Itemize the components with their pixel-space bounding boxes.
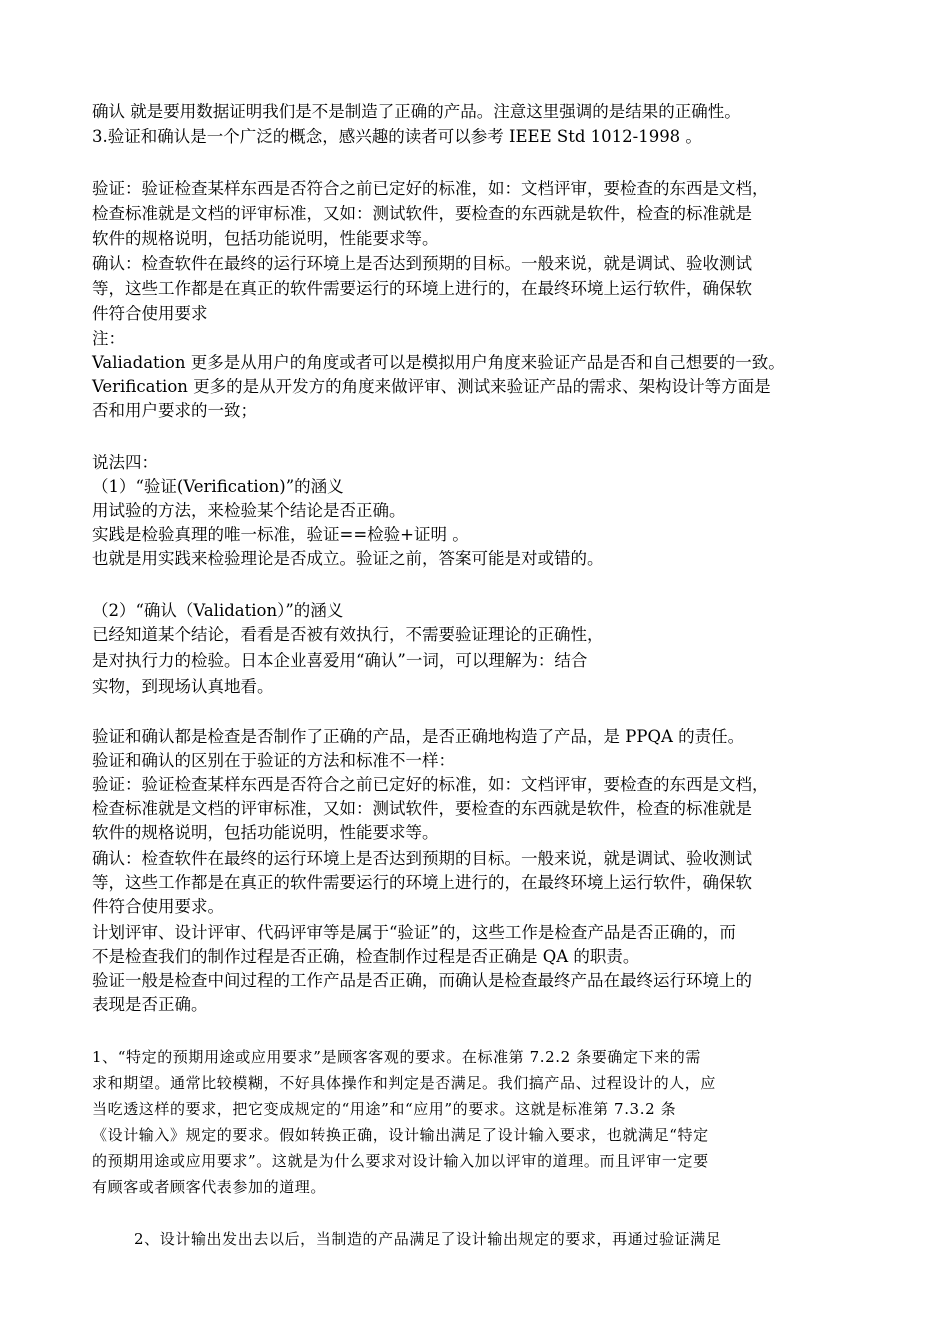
note-line-1: Valiadation 更多是从用户的角度或者可以是模拟用户角度来验证产品是否和自己想要的一致。 [92, 353, 785, 372]
summary-line-4: 检查标准就是文档的评审标准，又如：测试软件，要检查的东西就是软件，检查的标准就是 [92, 799, 752, 818]
subheading-verification: （1）“验证(Verification)”的涵义 [92, 477, 344, 496]
point-2-line-1: 2、设计输出发出去以后，当制造的产品满足了设计输出规定的要求，再通过验证满足 [134, 1230, 722, 1248]
text-line-2: 3.验证和确认是一个广泛的概念，感兴趣的读者可以参考 IEEE Std 1012-1998 。 [92, 127, 702, 146]
validation-definition-line-3: 件符合使用要求 [92, 304, 208, 323]
point-1-line-4: 《设计输入》规定的要求。假如转换正确，设计输出满足了设计输入要求，也就满足“特定 [92, 1126, 709, 1144]
summary-line-11: 验证一般是检查中间过程的工作产品是否正确，而确认是检查最终产品在最终运行环境上的 [92, 971, 752, 990]
summary-line-8: 件符合使用要求。 [92, 897, 224, 916]
verification-definition-line-1: 验证：验证检查某样东西是否符合之前已定好的标准，如：文档评审，要检查的东西是文档， [92, 179, 769, 198]
summary-line-6: 确认：检查软件在最终的运行环境上是否达到预期的目标。一般来说，就是调试、验收测试 [92, 849, 752, 868]
validation-meaning-line-1: 已经知道某个结论，看看是否被有效执行，不需要验证理论的正确性， [92, 625, 604, 644]
note-label: 注： [92, 329, 125, 348]
summary-line-2: 验证和确认的区别在于验证的方法和标准不一样： [92, 751, 455, 770]
validation-meaning-line-2: 是对执行力的检验。日本企业喜爱用“确认”一词，可以理解为：结合 [92, 651, 588, 670]
note-line-2: Verification 更多的是从开发方的角度来做评审、测试来验证产品的需求、架构设计等方面是 [92, 377, 771, 396]
verification-definition-line-2: 检查标准就是文档的评审标准，又如：测试软件，要检查的东西就是软件，检查的标准就是 [92, 204, 752, 223]
point-1-line-2: 求和期望。通常比较模糊，不好具体操作和判定是否满足。我们搞产品、过程设计的人，应 [92, 1074, 717, 1092]
point-1-line-1: 1、“特定的预期用途或应用要求”是顾客客观的要求。在标准第 7.2.2 条要确定下来的需 [92, 1048, 701, 1066]
summary-line-7: 等，这些工作都是在真正的软件需要运行的环境上进行的，在最终环境上运行软件，确保软 [92, 873, 752, 892]
summary-line-9: 计划评审、设计评审、代码评审等是属于“验证”的，这些工作是检查产品是否正确的，而 [92, 923, 736, 942]
subheading-validation: （2）“确认（Validation）”的涵义 [92, 601, 344, 620]
point-1-line-5: 的预期用途或应用要求”。这就是为什么要求对设计输入加以评审的道理。而且评审一定要 [92, 1152, 709, 1170]
summary-line-3: 验证：验证检查某样东西是否符合之前已定好的标准，如：文档评审，要检查的东西是文档， [92, 775, 769, 794]
verification-meaning-line-2: 实践是检验真理的唯一标准，验证==检验+证明 。 [92, 525, 469, 544]
note-line-3: 否和用户要求的一致； [92, 401, 257, 420]
summary-line-1: 验证和确认都是检查是否制作了正确的产品，是否正确地构造了产品，是 PPQA 的责任。 [92, 727, 745, 746]
point-1-line-6: 有顾客或者顾客代表参加的道理。 [92, 1178, 327, 1196]
validation-meaning-line-3: 实物，到现场认真地看。 [92, 677, 274, 696]
summary-line-10: 不是检查我们的制作过程是否正确，检查制作过程是否正确是 QA 的职责。 [92, 947, 640, 966]
validation-definition-line-2: 等，这些工作都是在真正的软件需要运行的环境上进行的，在最终环境上运行软件，确保软 [92, 279, 752, 298]
summary-line-5: 软件的规格说明，包括功能说明，性能要求等。 [92, 823, 439, 842]
verification-definition-line-3: 软件的规格说明，包括功能说明，性能要求等。 [92, 229, 439, 248]
section-heading-4: 说法四： [92, 453, 158, 472]
text-line-1: 确认 就是要用数据证明我们是不是制造了正确的产品。注意这里强调的是结果的正确性。 [92, 102, 741, 121]
verification-meaning-line-3: 也就是用实践来检验理论是否成立。验证之前，答案可能是对或错的。 [92, 549, 604, 568]
summary-line-12: 表现是否正确。 [92, 995, 208, 1014]
validation-definition-line-1: 确认：检查软件在最终的运行环境上是否达到预期的目标。一般来说，就是调试、验收测试 [92, 254, 752, 273]
point-1-line-3: 当吃透这样的要求，把它变成规定的“用途”和“应用”的要求。这就是标准第 7.3.2 条 [92, 1100, 677, 1118]
verification-meaning-line-1: 用试验的方法，来检验某个结论是否正确。 [92, 501, 406, 520]
